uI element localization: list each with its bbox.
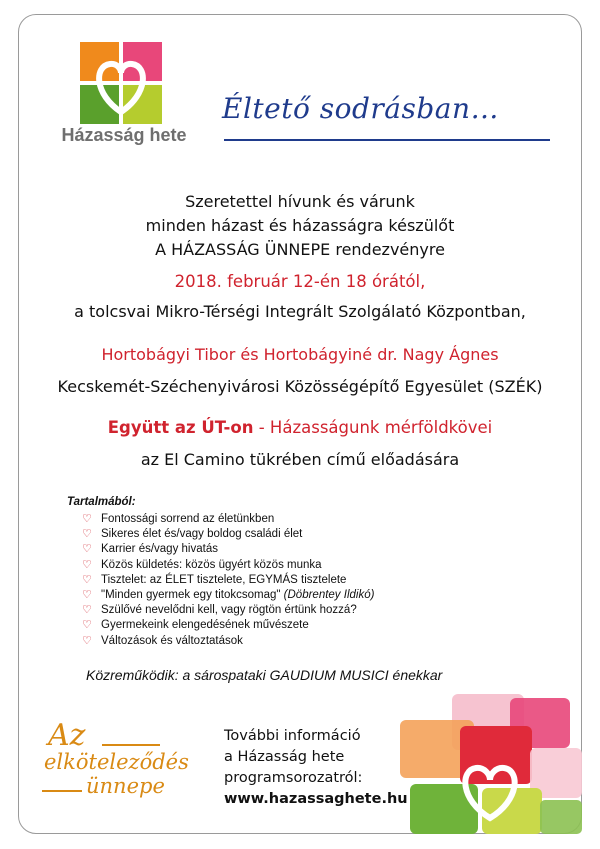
speakers: Hortobágyi Tibor és Hortobágyiné dr. Nagy Ágnes — [101, 345, 499, 364]
info-line-2: a Házasság hete — [224, 749, 345, 765]
organization: Kecskemét-Széchenyivárosi Közösségépítő Egyesület (SZÉK) — [57, 377, 543, 396]
item-author: (Döbrentey Ildikó) — [283, 589, 375, 602]
list-item: ♡ Gyermekeink elengedésének művészete — [82, 618, 374, 633]
logo-caption: Házasság hete — [61, 125, 187, 145]
lecture-title-rest: - Házasságunk mérföldkövei — [253, 418, 493, 437]
list-item: ♡ Karrier és/vagy hivatás — [82, 542, 374, 557]
list-item: ♡ "Minden gyermek egy titokcsomag" (Döbrentey Ildikó) — [82, 588, 374, 603]
list-item: ♡ Változások és változtatások — [82, 634, 374, 649]
list-item: ♡ Sikeres élet és/vagy boldog családi élet — [82, 527, 374, 542]
heart-bullet-icon: ♡ — [82, 634, 92, 647]
list-item: ♡ Szülővé nevelődni kell, vagy rögtön értünk hozzá? — [82, 603, 374, 618]
commitment-line-3: ünnepe — [86, 774, 165, 798]
commitment-rule — [42, 790, 82, 792]
intro-line-1: Szeretettel hívunk és várunk — [185, 192, 415, 211]
event-date: 2018. február 12-én 18 órától, — [174, 272, 426, 291]
heart-bullet-icon: ♡ — [82, 604, 92, 617]
contributors: Közreműködik: a sárospataki GAUDIUM MUSICI énekkar — [86, 667, 443, 683]
commitment-rule — [102, 744, 160, 746]
heart-bullet-icon: ♡ — [82, 573, 92, 586]
heart-bullet-icon: ♡ — [82, 619, 92, 632]
lecture-title — [30, 418, 570, 437]
list-item: ♡ Közös küldetés: közös ügyért közös munka — [82, 558, 374, 573]
further-info — [224, 726, 408, 810]
intro-line-3: A HÁZASSÁG ÜNNEPE rendezvényre — [155, 240, 445, 259]
lecture-subtitle: az El Camino tükrében című előadására — [140, 450, 460, 469]
decorative-squares — [390, 688, 582, 834]
event-venue: a tolcsvai Mikro-Térségi Integrált Szolgálató Központban, — [74, 302, 526, 321]
commitment-line-2: elköteleződés — [44, 750, 189, 774]
commitment-logo — [40, 718, 210, 798]
commitment-line-1: Az — [48, 718, 86, 753]
tagline-underline — [224, 139, 550, 141]
heart-bullet-icon: ♡ — [82, 513, 92, 525]
heart-bullet-icon: ♡ — [82, 558, 92, 571]
contents-heading: Tartalmából: — [67, 496, 136, 508]
intro-line-2: minden házast és házasságra készülőt — [145, 216, 455, 235]
heart-bullet-icon: ♡ — [82, 543, 92, 556]
heart-bullet-icon: ♡ — [82, 528, 92, 541]
list-item: ♡ Tisztelet: az ÉLET tisztelete, EGYMÁS tisztelete — [82, 573, 374, 588]
contents-list — [82, 512, 374, 649]
invitation-intro — [30, 190, 570, 262]
info-line-1: További információ — [224, 728, 361, 744]
tagline: Éltető sodrásban… — [222, 92, 499, 125]
info-line-3: programsorozatról: — [224, 770, 363, 786]
heart-bullet-icon: ♡ — [82, 589, 92, 602]
hazassag-hete-logo — [80, 42, 162, 124]
lecture-title-strong: Együtt az ÚT-on — [107, 418, 254, 437]
list-item: ♡ Fontossági sorrend az életünkben — [82, 512, 374, 527]
website-link[interactable]: www.hazassaghete.hu — [224, 791, 408, 807]
